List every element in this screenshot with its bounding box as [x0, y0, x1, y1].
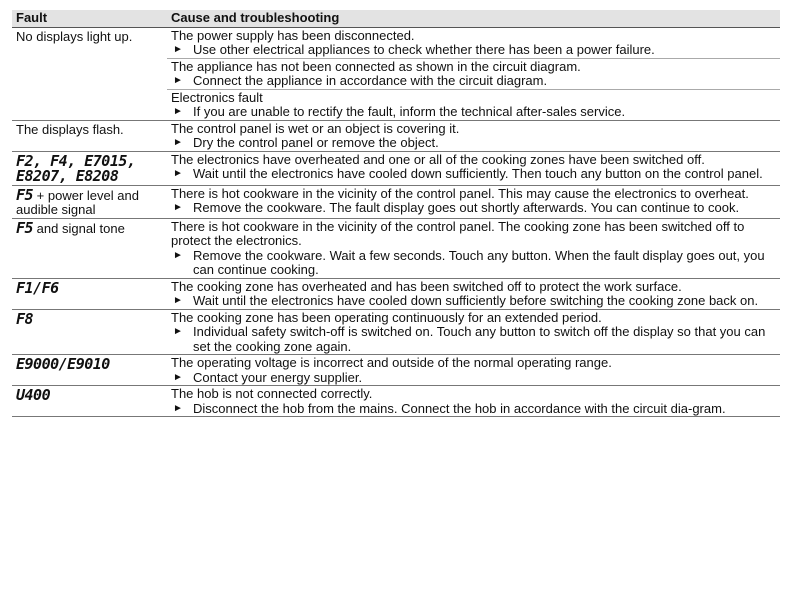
- fault-cell: [12, 151, 167, 185]
- table-row: [12, 120, 780, 151]
- action-step: [171, 136, 776, 151]
- fault-cell: [12, 218, 167, 278]
- fault-code: U400: [16, 386, 51, 404]
- action-text: Remove the cookware. Wait a few seconds. Touch any button. When the fault display goes out, you can continue cooking.: [193, 247, 765, 277]
- troubleshooting-table: [12, 10, 780, 417]
- table-row: [12, 218, 780, 278]
- action-text: Contact your energy supplier.: [193, 369, 363, 385]
- cause-cell: [167, 120, 780, 151]
- fault-text: and signal tone: [33, 220, 125, 236]
- action-step: [171, 325, 776, 354]
- arrow-bullet-icon: ►: [173, 371, 183, 383]
- troubleshooting-page: [12, 10, 780, 417]
- action-text: If you are unable to rectify the fault, inform the technical after-sales service.: [193, 104, 626, 119]
- action-text: Individual safety switch-off is switched on. Touch any button to switch off the display so that you can set the cooking zone again.: [193, 324, 766, 354]
- fault-text: No displays light up.: [16, 28, 133, 44]
- action-step: [171, 105, 776, 120]
- arrow-bullet-icon: ►: [173, 106, 183, 117]
- cause-text: Electronics fault: [171, 89, 263, 105]
- action-step: [171, 74, 776, 89]
- action-text: Wait until the electronics have cooled down sufficiently. Then touch any button on the control panel.: [193, 166, 763, 181]
- fault-cell: [12, 185, 167, 218]
- arrow-bullet-icon: ►: [173, 137, 183, 148]
- arrow-bullet-icon: ►: [173, 75, 183, 86]
- cause-text: There is hot cookware in the vicinity of the control panel. The cooking zone has been switched off to protect the electronics.: [171, 218, 745, 248]
- arrow-bullet-icon: ►: [173, 295, 183, 306]
- fault-text: + power level and audible signal: [16, 187, 139, 217]
- fault-cell: [12, 27, 167, 120]
- cause-text: The control panel is wet or an object is covering it.: [171, 120, 460, 136]
- fault-code: F5: [16, 185, 34, 204]
- action-text: Disconnect the hob from the mains. Connect the hob in accordance with the circuit dia-gram.: [193, 400, 726, 416]
- table-row: [12, 355, 780, 386]
- cause-text: The cooking zone has been operating continuously for an extended period.: [171, 309, 602, 325]
- arrow-bullet-icon: ►: [173, 202, 183, 213]
- cause-cell: [167, 27, 780, 58]
- cause-text: The appliance has not been connected as shown in the circuit diagram.: [171, 58, 581, 74]
- action-step: [171, 201, 776, 216]
- cause-cell: [167, 386, 780, 417]
- action-text: Wait until the electronics have cooled down sufficiently before switching the cooking zone back on.: [193, 293, 759, 308]
- fault-cell: [12, 355, 167, 386]
- fault-cell: [12, 386, 167, 417]
- action-step: [171, 294, 776, 309]
- header-fault: Fault: [12, 10, 167, 27]
- action-text: Remove the cookware. The fault display goes out shortly afterwards. You can continue to cook.: [193, 200, 740, 215]
- action-text: Use other electrical appliances to check whether there has been a power failure.: [193, 42, 655, 57]
- table-row: [12, 151, 780, 185]
- cause-cell: [167, 218, 780, 278]
- fault-code: F1/F6: [16, 278, 59, 297]
- table-row: [12, 185, 780, 218]
- table-row: [12, 386, 780, 417]
- arrow-bullet-icon: ►: [173, 249, 183, 261]
- arrow-bullet-icon: ►: [173, 44, 183, 55]
- action-step: [171, 371, 776, 386]
- fault-code: F5: [16, 218, 34, 237]
- cause-text: The operating voltage is incorrect and outside of the normal operating range.: [171, 355, 612, 370]
- table-body: [12, 27, 780, 417]
- fault-code: F2, F4, E7015, E8207, E8208: [16, 151, 136, 185]
- cause-cell: [167, 355, 780, 386]
- table-row: [12, 309, 780, 355]
- table-row: [12, 278, 780, 309]
- arrow-bullet-icon: ►: [173, 326, 183, 337]
- cause-text: The power supply has been disconnected.: [171, 27, 415, 43]
- cause-cell: [167, 58, 780, 89]
- cause-cell: [167, 309, 780, 355]
- header-cause: Cause and troubleshooting: [167, 10, 780, 27]
- fault-code: E9000/E9010: [16, 355, 110, 373]
- fault-cell: [12, 278, 167, 309]
- cause-cell: [167, 278, 780, 309]
- fault-cell: [12, 309, 167, 355]
- cause-cell: [167, 185, 780, 218]
- arrow-bullet-icon: ►: [173, 168, 183, 179]
- action-step: [171, 249, 776, 278]
- fault-text: The displays flash.: [16, 121, 124, 137]
- cause-cell: [167, 151, 780, 185]
- action-step: [171, 43, 776, 58]
- action-step: [171, 167, 776, 182]
- action-step: [171, 402, 776, 417]
- table-header-row: [12, 10, 780, 27]
- arrow-bullet-icon: ►: [173, 402, 183, 414]
- cause-text: The hob is not connected correctly.: [171, 386, 373, 401]
- cause-text: The cooking zone has overheated and has been switched off to protect the work surface.: [171, 278, 682, 294]
- cause-text: The electronics have overheated and one or all of the cooking zones have been switched off.: [171, 151, 705, 167]
- cause-text: There is hot cookware in the vicinity of the control panel. This may cause the electronics to overheat.: [171, 185, 749, 201]
- cause-cell: [167, 89, 780, 120]
- action-text: Dry the control panel or remove the object.: [193, 135, 439, 150]
- fault-cell: [12, 120, 167, 151]
- action-text: Connect the appliance in accordance with the circuit diagram.: [193, 73, 548, 88]
- table-row: [12, 27, 780, 58]
- fault-code: F8: [16, 309, 34, 328]
